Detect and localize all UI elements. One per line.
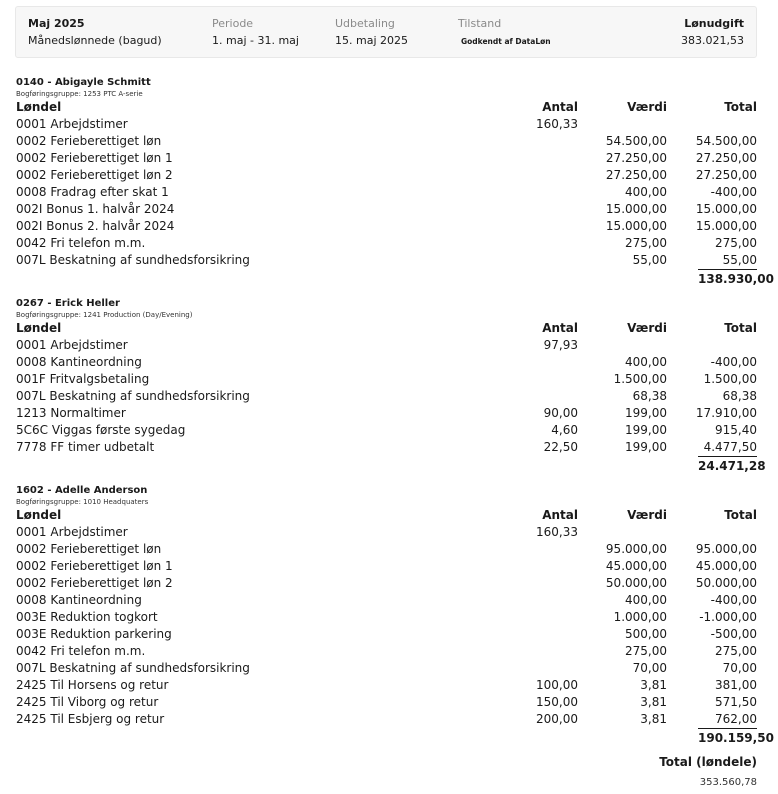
column-header-qty: Antal — [542, 321, 578, 335]
periode-label: Periode — [212, 17, 254, 30]
table-row — [16, 575, 757, 592]
line-total: 45.000,00 — [695, 559, 757, 573]
table-row — [16, 150, 757, 167]
line-qty — [456, 184, 578, 201]
employee-group: Bogføringsgruppe: 1253 PTC A-serie — [16, 90, 143, 98]
line-value: 1.500,00 — [613, 372, 667, 386]
line-total: 4.477,50 — [703, 440, 757, 454]
line-value: 1.000,00 — [613, 610, 667, 624]
line-value: 68,38 — [632, 389, 667, 403]
line-total: 915,40 — [715, 423, 757, 437]
line-total: -400,00 — [710, 185, 757, 199]
employee-subtotal: 138.930,00 — [698, 269, 757, 288]
line-total: 381,00 — [715, 678, 757, 692]
table-row — [16, 626, 757, 643]
line-name: 0002 Ferieberettiget løn 2 — [16, 168, 173, 182]
employee-subtotal: 24.471,28 — [698, 456, 757, 475]
line-qty: 22,50 — [543, 440, 578, 454]
table-row — [16, 218, 757, 235]
line-qty — [456, 150, 578, 167]
pay-lines-table — [16, 99, 757, 269]
line-value: 27.250,00 — [605, 168, 667, 182]
line-qty — [456, 643, 578, 660]
line-total: -1.000,00 — [699, 610, 757, 624]
line-total: 15.000,00 — [695, 202, 757, 216]
period-subtitle: Månedslønnede (bagud) — [28, 34, 162, 47]
line-value: 400,00 — [625, 185, 667, 199]
line-qty: 97,93 — [543, 338, 578, 352]
table-row — [16, 337, 757, 354]
line-qty: 200,00 — [536, 712, 578, 726]
udbetaling-label: Udbetaling — [335, 17, 395, 30]
tilstand-value: Godkendt af DataLøn — [461, 37, 551, 46]
periode-value: 1. maj - 31. maj — [212, 34, 299, 47]
line-value: 95.000,00 — [605, 542, 667, 556]
column-header-value: Værdi — [627, 321, 667, 335]
table-row — [16, 354, 757, 371]
line-name: 2425 Til Esbjerg og retur — [16, 712, 165, 726]
line-value: 70,00 — [632, 661, 667, 675]
line-qty — [456, 354, 578, 371]
table-row — [16, 660, 757, 677]
table-row — [16, 609, 757, 626]
line-name: 0002 Ferieberettiget løn — [16, 542, 162, 556]
line-total: 275,00 — [715, 236, 757, 250]
line-total — [667, 116, 757, 133]
line-name: 0002 Ferieberettiget løn — [16, 134, 162, 148]
line-total: -400,00 — [710, 593, 757, 607]
line-total: 27.250,00 — [695, 168, 757, 182]
table-row — [16, 524, 757, 541]
line-qty: 4,60 — [551, 423, 578, 437]
line-name: 7778 FF timer udbetalt — [16, 440, 155, 454]
column-header-value: Værdi — [627, 100, 667, 114]
employee-name: 0140 - Abigayle Schmitt — [16, 77, 151, 88]
line-value: 45.000,00 — [605, 559, 667, 573]
line-name: 2425 Til Horsens og retur — [16, 678, 169, 692]
period-column — [28, 16, 162, 48]
employee-group: Bogføringsgruppe: 1010 Headquaters — [16, 498, 149, 506]
line-value: 400,00 — [625, 593, 667, 607]
line-value: 55,00 — [632, 253, 667, 267]
line-value: 27.250,00 — [605, 151, 667, 165]
table-row — [16, 439, 757, 456]
table-header-row — [16, 99, 757, 116]
line-value: 275,00 — [625, 236, 667, 250]
lonudgift-column — [681, 16, 744, 48]
line-total: 55,00 — [722, 253, 757, 267]
line-total: 54.500,00 — [695, 134, 757, 148]
line-total: 27.250,00 — [695, 151, 757, 165]
udbetaling-value: 15. maj 2025 — [335, 34, 408, 47]
employee-list — [16, 76, 774, 756]
udbetaling-column — [335, 16, 408, 48]
employee-name: 0267 - Erick Heller — [16, 298, 120, 309]
column-header-name: Løndel — [16, 100, 62, 114]
table-row — [16, 643, 757, 660]
line-qty — [456, 592, 578, 609]
line-name: 5C6C Viggas første sygedag — [16, 423, 186, 437]
line-name: 0001 Arbejdstimer — [16, 117, 128, 131]
line-value: 199,00 — [625, 423, 667, 437]
column-header-total: Total — [724, 321, 757, 335]
line-qty — [456, 218, 578, 235]
periode-column — [212, 16, 299, 48]
column-header-qty: Antal — [542, 508, 578, 522]
line-name: 0002 Ferieberettiget løn 1 — [16, 151, 173, 165]
line-name: 0001 Arbejdstimer — [16, 338, 128, 352]
table-row — [16, 201, 757, 218]
table-row — [16, 167, 757, 184]
line-qty — [456, 541, 578, 558]
line-total: 95.000,00 — [695, 542, 757, 556]
line-qty — [456, 235, 578, 252]
grand-total-label: Total (løndele) — [659, 755, 757, 769]
line-value: 3,81 — [640, 712, 667, 726]
employee-group: Bogføringsgruppe: 1241 Production (Day/Evening) — [16, 311, 193, 319]
subtotal-row — [16, 269, 774, 288]
line-value: 199,00 — [625, 440, 667, 454]
line-value: 15.000,00 — [605, 219, 667, 233]
table-row — [16, 252, 757, 269]
table-row — [16, 694, 757, 711]
column-header-name: Løndel — [16, 508, 62, 522]
line-qty — [456, 252, 578, 269]
line-qty — [456, 626, 578, 643]
lonudgift-value: 383.021,53 — [681, 34, 744, 47]
employee-name: 1602 - Adelle Anderson — [16, 485, 148, 496]
column-header-value: Værdi — [627, 508, 667, 522]
line-value: 3,81 — [640, 695, 667, 709]
line-total: 68,38 — [722, 389, 757, 403]
column-header-total: Total — [724, 100, 757, 114]
line-name: 002I Bonus 2. halvår 2024 — [16, 219, 175, 233]
line-name: 0008 Kantineordning — [16, 355, 142, 369]
line-qty — [456, 575, 578, 592]
table-row — [16, 405, 757, 422]
line-name: 003E Reduktion togkort — [16, 610, 158, 624]
line-name: 007L Beskatning af sundhedsforsikring — [16, 661, 250, 675]
table-row — [16, 422, 757, 439]
lonudgift-label: Lønudgift — [684, 17, 744, 30]
line-value — [578, 524, 667, 541]
line-name: 1213 Normaltimer — [16, 406, 126, 420]
line-total: 762,00 — [715, 712, 757, 726]
table-header-row — [16, 507, 757, 524]
line-value — [578, 337, 667, 354]
line-value: 54.500,00 — [605, 134, 667, 148]
line-value: 500,00 — [625, 627, 667, 641]
line-name: 007L Beskatning af sundhedsforsikring — [16, 389, 250, 403]
line-value: 3,81 — [640, 678, 667, 692]
line-name: 0002 Ferieberettiget løn 1 — [16, 559, 173, 573]
line-total: 15.000,00 — [695, 219, 757, 233]
line-total — [667, 524, 757, 541]
line-name: 001F Fritvalgsbetaling — [16, 372, 150, 386]
payroll-summary-panel — [15, 6, 757, 58]
line-total: 1.500,00 — [703, 372, 757, 386]
table-row — [16, 388, 757, 405]
line-qty — [456, 371, 578, 388]
line-total: 275,00 — [715, 644, 757, 658]
line-name: 0001 Arbejdstimer — [16, 525, 128, 539]
table-row — [16, 541, 757, 558]
column-header-qty: Antal — [542, 100, 578, 114]
table-row — [16, 184, 757, 201]
grand-total-value: 353.560,78 — [699, 777, 757, 788]
tilstand-column — [458, 16, 551, 49]
line-qty: 100,00 — [536, 678, 578, 692]
line-name: 0042 Fri telefon m.m. — [16, 644, 146, 658]
line-qty — [456, 660, 578, 677]
line-value: 400,00 — [625, 355, 667, 369]
line-total: 50.000,00 — [695, 576, 757, 590]
table-row — [16, 558, 757, 575]
line-qty: 160,33 — [536, 117, 578, 131]
table-row — [16, 592, 757, 609]
table-row — [16, 133, 757, 150]
column-header-name: Løndel — [16, 321, 62, 335]
line-name: 003E Reduktion parkering — [16, 627, 172, 641]
line-total: -500,00 — [710, 627, 757, 641]
employee-section — [16, 297, 766, 475]
line-value: 50.000,00 — [605, 576, 667, 590]
period-title: Maj 2025 — [28, 17, 85, 30]
line-value — [578, 116, 667, 133]
line-total: 571,50 — [715, 695, 757, 709]
line-total — [667, 337, 757, 354]
line-qty — [456, 133, 578, 150]
line-qty — [456, 388, 578, 405]
line-name: 0008 Kantineordning — [16, 593, 142, 607]
employee-subtotal: 190.159,50 — [698, 728, 757, 747]
line-value: 275,00 — [625, 644, 667, 658]
line-total: -400,00 — [710, 355, 757, 369]
line-qty — [456, 609, 578, 626]
subtotal-row — [16, 728, 774, 747]
employee-section — [16, 76, 774, 288]
pay-lines-table — [16, 507, 757, 728]
table-row — [16, 235, 757, 252]
line-total: 17.910,00 — [695, 406, 757, 420]
employee-section — [16, 484, 774, 747]
line-total: 70,00 — [722, 661, 757, 675]
table-row — [16, 371, 757, 388]
subtotal-row — [16, 456, 766, 475]
line-name: 002I Bonus 1. halvår 2024 — [16, 202, 175, 216]
tilstand-label: Tilstand — [458, 17, 502, 30]
line-qty: 150,00 — [536, 695, 578, 709]
table-row — [16, 677, 757, 694]
line-name: 0002 Ferieberettiget løn 2 — [16, 576, 173, 590]
line-name: 2425 Til Viborg og retur — [16, 695, 159, 709]
grand-total — [659, 754, 757, 790]
line-value: 15.000,00 — [605, 202, 667, 216]
line-qty: 90,00 — [543, 406, 578, 420]
column-header-total: Total — [724, 508, 757, 522]
line-qty — [456, 558, 578, 575]
line-qty — [456, 201, 578, 218]
table-header-row — [16, 320, 757, 337]
line-value: 199,00 — [625, 406, 667, 420]
line-qty: 160,33 — [536, 525, 578, 539]
table-row — [16, 711, 757, 728]
table-row — [16, 116, 757, 133]
line-name: 007L Beskatning af sundhedsforsikring — [16, 253, 250, 267]
line-name: 0042 Fri telefon m.m. — [16, 236, 146, 250]
pay-lines-table — [16, 320, 757, 456]
line-qty — [456, 167, 578, 184]
line-name: 0008 Fradrag efter skat 1 — [16, 185, 169, 199]
